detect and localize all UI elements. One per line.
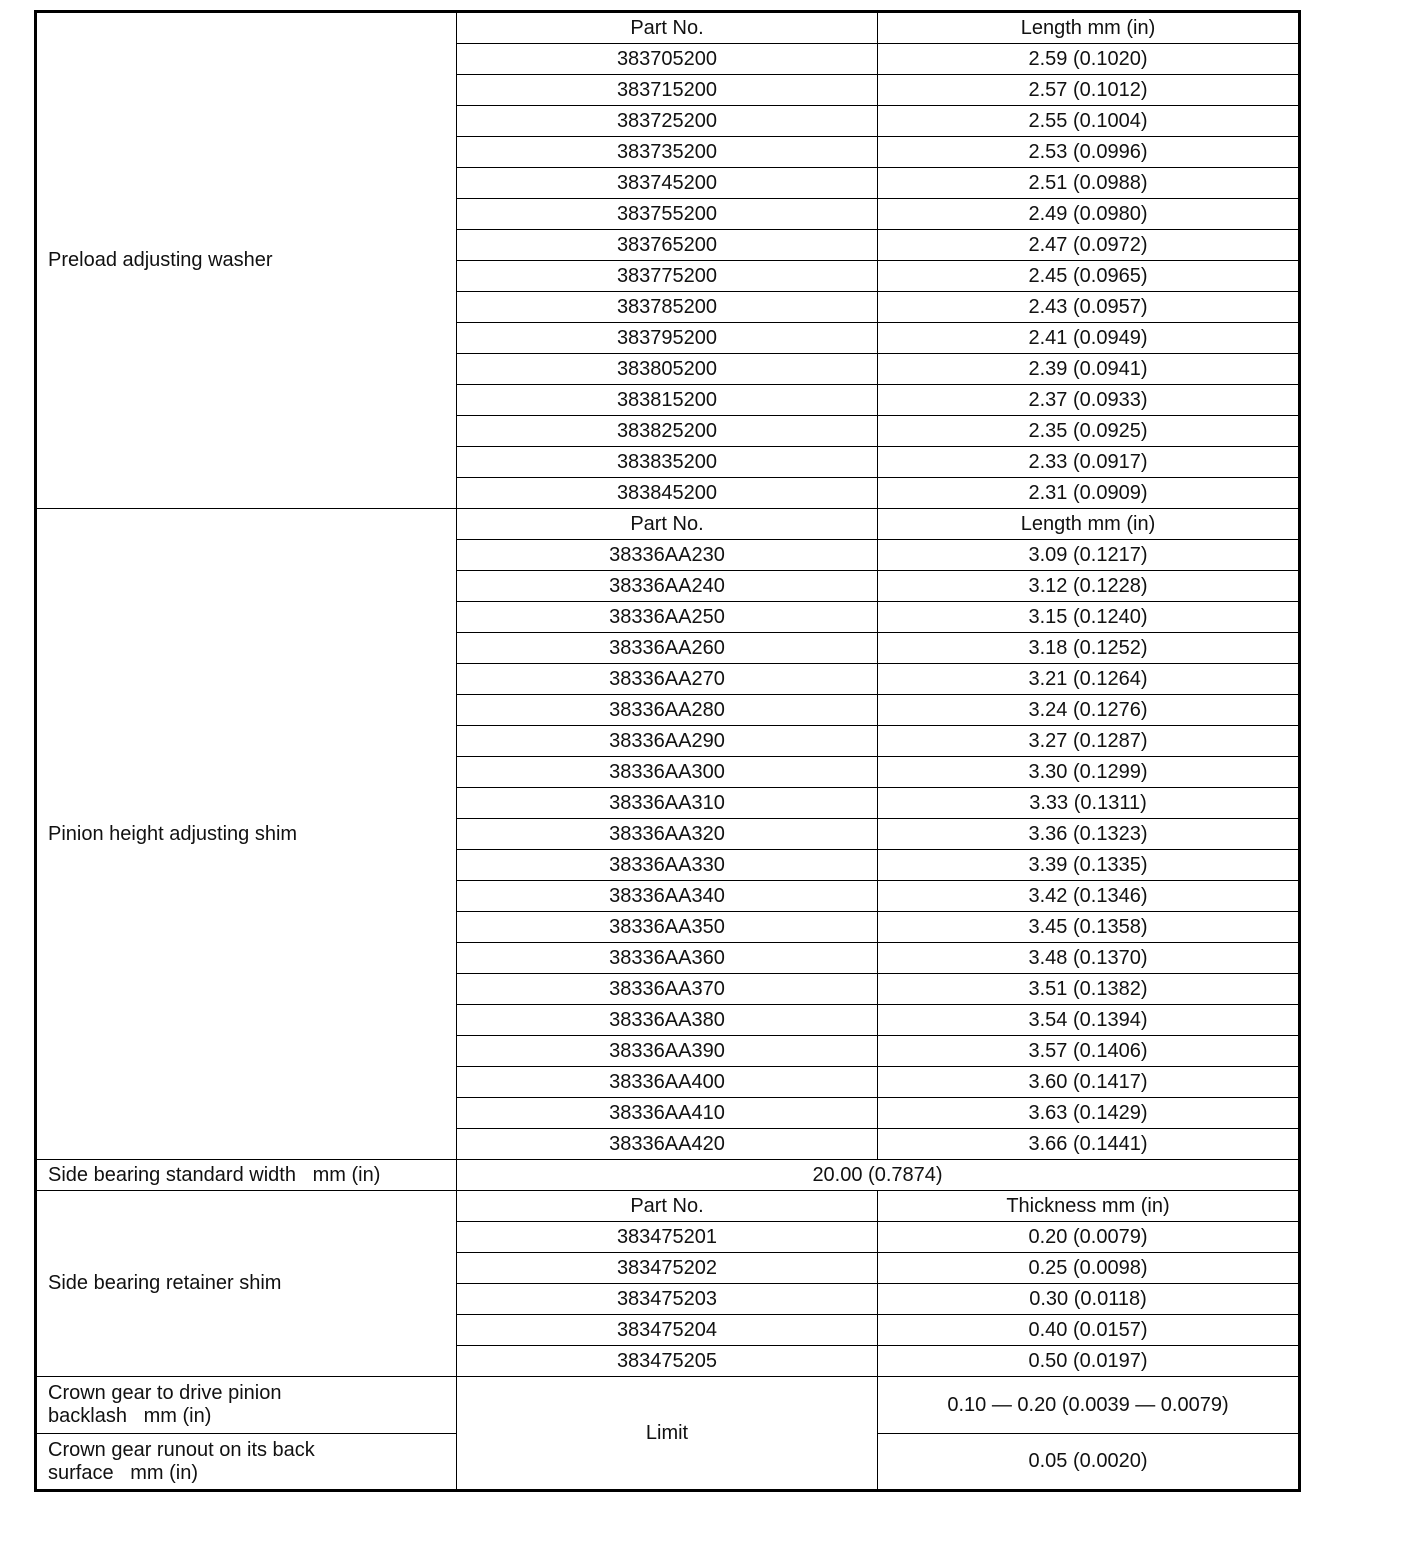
preload-part-no: 383825200 bbox=[457, 416, 878, 447]
pinion-part-no: 38336AA250 bbox=[457, 602, 878, 633]
side-bearing-width-value: 20.00 (0.7874) bbox=[457, 1160, 1300, 1191]
preload-value: 2.53 (0.0996) bbox=[878, 137, 1300, 168]
retainer-value: 0.30 (0.0118) bbox=[878, 1284, 1300, 1315]
pinion-part-no: 38336AA390 bbox=[457, 1036, 878, 1067]
preload-part-no: 383775200 bbox=[457, 261, 878, 292]
pinion-part-no: 38336AA400 bbox=[457, 1067, 878, 1098]
preload-value: 2.55 (0.1004) bbox=[878, 106, 1300, 137]
preload-part-no: 383715200 bbox=[457, 75, 878, 106]
pinion-part-no: 38336AA290 bbox=[457, 726, 878, 757]
retainer-value: 0.20 (0.0079) bbox=[878, 1222, 1300, 1253]
retainer-header-thickness: Thickness mm (in) bbox=[878, 1191, 1300, 1222]
preload-part-no: 383755200 bbox=[457, 199, 878, 230]
preload-value: 2.35 (0.0925) bbox=[878, 416, 1300, 447]
preload-value: 2.57 (0.1012) bbox=[878, 75, 1300, 106]
preload-value: 2.49 (0.0980) bbox=[878, 199, 1300, 230]
preload-value: 2.33 (0.0917) bbox=[878, 447, 1300, 478]
preload-value: 2.43 (0.0957) bbox=[878, 292, 1300, 323]
backlash-row bbox=[36, 1377, 1300, 1434]
pinion-part-no: 38336AA300 bbox=[457, 757, 878, 788]
side-bearing-width-row bbox=[36, 1160, 1300, 1191]
runout-label-line2: surface mm (in) bbox=[48, 1461, 199, 1484]
pinion-value: 3.36 (0.1323) bbox=[878, 819, 1300, 850]
pinion-part-no: 38336AA330 bbox=[457, 850, 878, 881]
pinion-value: 3.21 (0.1264) bbox=[878, 664, 1300, 695]
pinion-value: 3.24 (0.1276) bbox=[878, 695, 1300, 726]
preload-part-no: 383765200 bbox=[457, 230, 878, 261]
preload-part-no: 383815200 bbox=[457, 385, 878, 416]
preload-value: 2.59 (0.1020) bbox=[878, 44, 1300, 75]
preload-part-no: 383725200 bbox=[457, 106, 878, 137]
pinion-value: 3.33 (0.1311) bbox=[878, 788, 1300, 819]
pinion-part-no: 38336AA280 bbox=[457, 695, 878, 726]
pinion-value: 3.63 (0.1429) bbox=[878, 1098, 1300, 1129]
pinion-value: 3.51 (0.1382) bbox=[878, 974, 1300, 1005]
pinion-part-no: 38336AA410 bbox=[457, 1098, 878, 1129]
retainer-header-part-no: Part No. bbox=[457, 1191, 878, 1222]
pinion-value: 3.27 (0.1287) bbox=[878, 726, 1300, 757]
pinion-part-no: 38336AA370 bbox=[457, 974, 878, 1005]
pinion-part-no: 38336AA270 bbox=[457, 664, 878, 695]
pinion-part-no: 38336AA360 bbox=[457, 943, 878, 974]
pinion-value: 3.15 (0.1240) bbox=[878, 602, 1300, 633]
preload-part-no: 383795200 bbox=[457, 323, 878, 354]
preload-header-length: Length mm (in) bbox=[878, 12, 1300, 44]
pinion-value: 3.39 (0.1335) bbox=[878, 850, 1300, 881]
runout-value: 0.05 (0.0020) bbox=[878, 1434, 1300, 1491]
pinion-part-no: 38336AA420 bbox=[457, 1129, 878, 1160]
specification-table-body bbox=[36, 12, 1300, 1491]
preload-value: 2.51 (0.0988) bbox=[878, 168, 1300, 199]
backlash-value: 0.10 — 0.20 (0.0039 — 0.0079) bbox=[878, 1377, 1300, 1434]
retainer-part-no: 383475202 bbox=[457, 1253, 878, 1284]
pinion-value: 3.60 (0.1417) bbox=[878, 1067, 1300, 1098]
runout-label-line1: Crown gear runout on its back bbox=[48, 1438, 315, 1461]
retainer-value: 0.25 (0.0098) bbox=[878, 1253, 1300, 1284]
pinion-value: 3.18 (0.1252) bbox=[878, 633, 1300, 664]
specification-table bbox=[34, 10, 1301, 1492]
preload-label: Preload adjusting washer bbox=[36, 12, 457, 509]
preload-part-no: 383705200 bbox=[457, 44, 878, 75]
backlash-label bbox=[36, 1377, 457, 1434]
pinion-value: 3.48 (0.1370) bbox=[878, 943, 1300, 974]
side-bearing-width-label: Side bearing standard width mm (in) bbox=[36, 1160, 457, 1191]
pinion-part-no: 38336AA240 bbox=[457, 571, 878, 602]
retainer-part-no: 383475201 bbox=[457, 1222, 878, 1253]
preload-part-no: 383835200 bbox=[457, 447, 878, 478]
preload-value: 2.31 (0.0909) bbox=[878, 478, 1300, 509]
pinion-part-no: 38336AA310 bbox=[457, 788, 878, 819]
preload-header-row bbox=[36, 12, 1300, 44]
pinion-value: 3.09 (0.1217) bbox=[878, 540, 1300, 571]
retainer-part-no: 383475204 bbox=[457, 1315, 878, 1346]
preload-value: 2.37 (0.0933) bbox=[878, 385, 1300, 416]
backlash-label-line2: backlash mm (in) bbox=[48, 1405, 212, 1427]
pinion-label: Pinion height adjusting shim bbox=[36, 509, 457, 1160]
pinion-value: 3.42 (0.1346) bbox=[878, 881, 1300, 912]
retainer-header-row bbox=[36, 1191, 1300, 1222]
preload-part-no: 383805200 bbox=[457, 354, 878, 385]
retainer-value: 0.40 (0.0157) bbox=[878, 1315, 1300, 1346]
backlash-label-line1: Crown gear to drive pinion bbox=[48, 1382, 282, 1404]
pinion-part-no: 38336AA380 bbox=[457, 1005, 878, 1036]
preload-part-no: 383735200 bbox=[457, 137, 878, 168]
pinion-value: 3.45 (0.1358) bbox=[878, 912, 1300, 943]
pinion-part-no: 38336AA350 bbox=[457, 912, 878, 943]
runout-label bbox=[36, 1434, 457, 1491]
retainer-label: Side bearing retainer shim bbox=[36, 1191, 457, 1377]
pinion-value: 3.54 (0.1394) bbox=[878, 1005, 1300, 1036]
retainer-value: 0.50 (0.0197) bbox=[878, 1346, 1300, 1377]
preload-value: 2.47 (0.0972) bbox=[878, 230, 1300, 261]
pinion-value: 3.57 (0.1406) bbox=[878, 1036, 1300, 1067]
pinion-value: 3.30 (0.1299) bbox=[878, 757, 1300, 788]
preload-part-no: 383785200 bbox=[457, 292, 878, 323]
preload-header-part-no: Part No. bbox=[457, 12, 878, 44]
pinion-header-row bbox=[36, 509, 1300, 540]
pinion-value: 3.66 (0.1441) bbox=[878, 1129, 1300, 1160]
preload-value: 2.41 (0.0949) bbox=[878, 323, 1300, 354]
pinion-header-length: Length mm (in) bbox=[878, 509, 1300, 540]
pinion-header-part-no: Part No. bbox=[457, 509, 878, 540]
preload-value: 2.39 (0.0941) bbox=[878, 354, 1300, 385]
pinion-part-no: 38336AA230 bbox=[457, 540, 878, 571]
pinion-part-no: 38336AA260 bbox=[457, 633, 878, 664]
pinion-part-no: 38336AA320 bbox=[457, 819, 878, 850]
retainer-part-no: 383475205 bbox=[457, 1346, 878, 1377]
retainer-part-no: 383475203 bbox=[457, 1284, 878, 1315]
limit-label: Limit bbox=[457, 1377, 878, 1491]
pinion-value: 3.12 (0.1228) bbox=[878, 571, 1300, 602]
pinion-part-no: 38336AA340 bbox=[457, 881, 878, 912]
preload-part-no: 383845200 bbox=[457, 478, 878, 509]
preload-part-no: 383745200 bbox=[457, 168, 878, 199]
preload-value: 2.45 (0.0965) bbox=[878, 261, 1300, 292]
